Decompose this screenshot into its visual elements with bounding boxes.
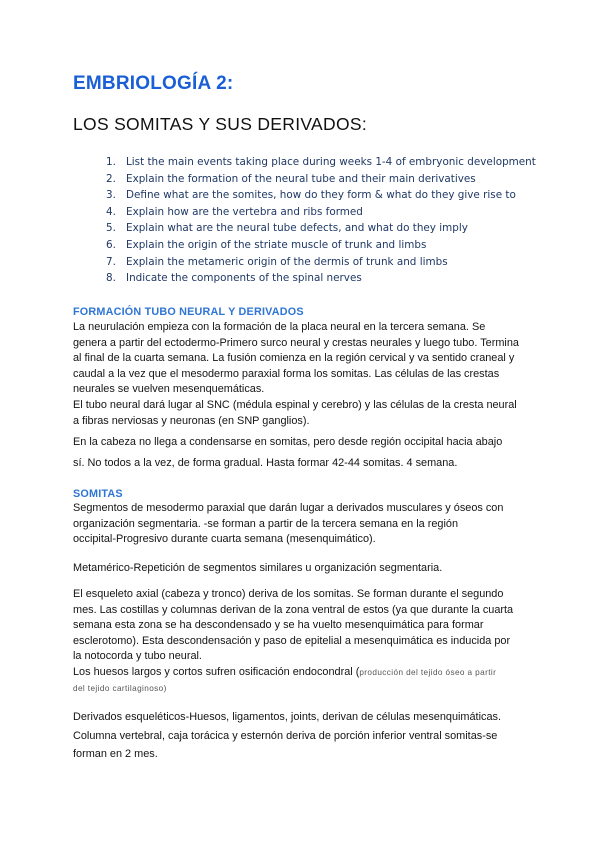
text-line: occipital-Progresivo durante cuarta semana (mesenquimático). bbox=[73, 533, 376, 546]
skeleton-paragraph bbox=[73, 587, 533, 696]
list-item bbox=[106, 187, 536, 204]
list-text: Explain the origin of the striate muscle of trunk and limbs bbox=[126, 238, 427, 251]
list-item bbox=[106, 254, 536, 271]
text-line: La neurulación empieza con la formación de la placa neural en la tercera semana. Se bbox=[73, 321, 486, 333]
section-heading-neural-tube: FORMACIÓN TUBO NEURAL Y DERIVADOS bbox=[73, 306, 304, 318]
head-somites-paragraph bbox=[73, 432, 533, 474]
text-line: En la cabeza no llega a condensarse en somitas, pero desde región occipital hacia abajo bbox=[73, 436, 503, 448]
page-title: EMBRIOLOGÍA 2: bbox=[73, 73, 234, 94]
list-text: List the main events taking place during weeks 1-4 of embryonic development bbox=[126, 156, 536, 168]
list-number: 4. bbox=[106, 205, 116, 218]
bones-text: Los huesos largos y cortos sufren osificación endocondral ( bbox=[73, 665, 360, 678]
list-text: Indicate the components of the spinal nerves bbox=[126, 272, 362, 285]
list-text: Explain the formation of the neural tube and their main derivatives bbox=[126, 172, 476, 185]
list-item bbox=[106, 270, 536, 287]
text-line: Derivados esqueléticos-Huesos, ligamentos, joints, derivan de células mesenquimáticas. bbox=[73, 711, 501, 723]
list-number: 2. bbox=[106, 172, 116, 185]
text-line: a fibras nerviosas y neuronas (en SNP ganglios). bbox=[73, 414, 310, 427]
list-text: Explain what are the neural tube defects, and what do they imply bbox=[126, 222, 468, 235]
list-text: Define what are the somites, how do they form & what do they give rise to bbox=[126, 189, 516, 202]
list-text: Explain how are the vertebra and ribs formed bbox=[126, 205, 363, 218]
text-line: neurales se vuelven mesenquemáticas. bbox=[73, 383, 265, 396]
text-line: El esqueleto axial (cabeza y tronco) deriva de los somitas. Se forman durante el segundo bbox=[73, 588, 504, 600]
list-text: Explain the metameric origin of the dermis of trunk and limbs bbox=[126, 255, 448, 268]
list-item bbox=[106, 237, 536, 254]
bones-note: del tejido cartilaginoso) bbox=[73, 683, 167, 693]
list-number: 7. bbox=[106, 255, 116, 268]
text-line: caudal a la vez que el mesodermo paraxial forma los somitas. Las células de las crestas bbox=[73, 367, 500, 380]
list-item bbox=[106, 204, 536, 221]
text-line: Segmentos de mesodermo paraxial que darán lugar a derivados musculares y óseos con bbox=[73, 502, 504, 514]
text-line: sí. No todos a la vez, de forma gradual. Hasta formar 42-44 somitas. 4 semana. bbox=[73, 457, 458, 469]
text-line: semana esta zona se ha descondensado y se ha vuelto mesenquimática para formar bbox=[73, 619, 484, 632]
neural-tube-paragraph bbox=[73, 320, 533, 429]
list-item bbox=[106, 220, 536, 237]
text-line: Columna vertebral, caja torácica y esternón deriva de porción inferior ventral somitas-se bbox=[73, 729, 498, 742]
list-number: 8. bbox=[106, 272, 116, 285]
text-line: mes. Las costillas y columnas derivan de la zona ventral de estos (ya que durante la cuarta bbox=[73, 603, 514, 616]
metameric-line: Metamérico-Repetición de segmentos similares u organización segmentaria. bbox=[73, 562, 443, 574]
objectives-list bbox=[106, 154, 536, 287]
bones-note: producción del tejido óseo a partir bbox=[359, 667, 497, 677]
list-number: 1. bbox=[106, 156, 116, 168]
somitas-intro-paragraph bbox=[73, 501, 533, 548]
section-heading-somitas: SOMITAS bbox=[73, 488, 123, 500]
list-item bbox=[106, 154, 536, 171]
text-line: la notocorda y tubo neural. bbox=[73, 650, 202, 663]
text-line: esclerotomo). Esta descondensación y paso de epitelial a mesenquimática es inducida por bbox=[73, 634, 511, 647]
text-line bbox=[73, 665, 533, 681]
list-item bbox=[106, 171, 536, 188]
list-number: 5. bbox=[106, 222, 116, 235]
list-number: 3. bbox=[106, 189, 116, 202]
list-number: 6. bbox=[106, 238, 116, 251]
text-line: El tubo neural dará lugar al SNC (médula espinal y cerebro) y las células de la cresta neural bbox=[73, 398, 517, 411]
text-line bbox=[73, 681, 533, 697]
text-line: organización segmentaria. -se forman a partir de la tercera semana en la región bbox=[73, 517, 459, 530]
derivatives-paragraph bbox=[73, 708, 533, 764]
text-line: genera a partir del ectodermo-Primero surco neural y crestas neurales y luego tubo. Termina bbox=[73, 336, 519, 349]
text-line: forman en 2 mes. bbox=[73, 748, 158, 760]
text-line: al final de la cuarta semana. La fusión comienza en la región cervical y va sentido craneal y bbox=[73, 352, 515, 365]
page-subtitle: LOS SOMITAS Y SUS DERIVADOS: bbox=[73, 114, 367, 134]
